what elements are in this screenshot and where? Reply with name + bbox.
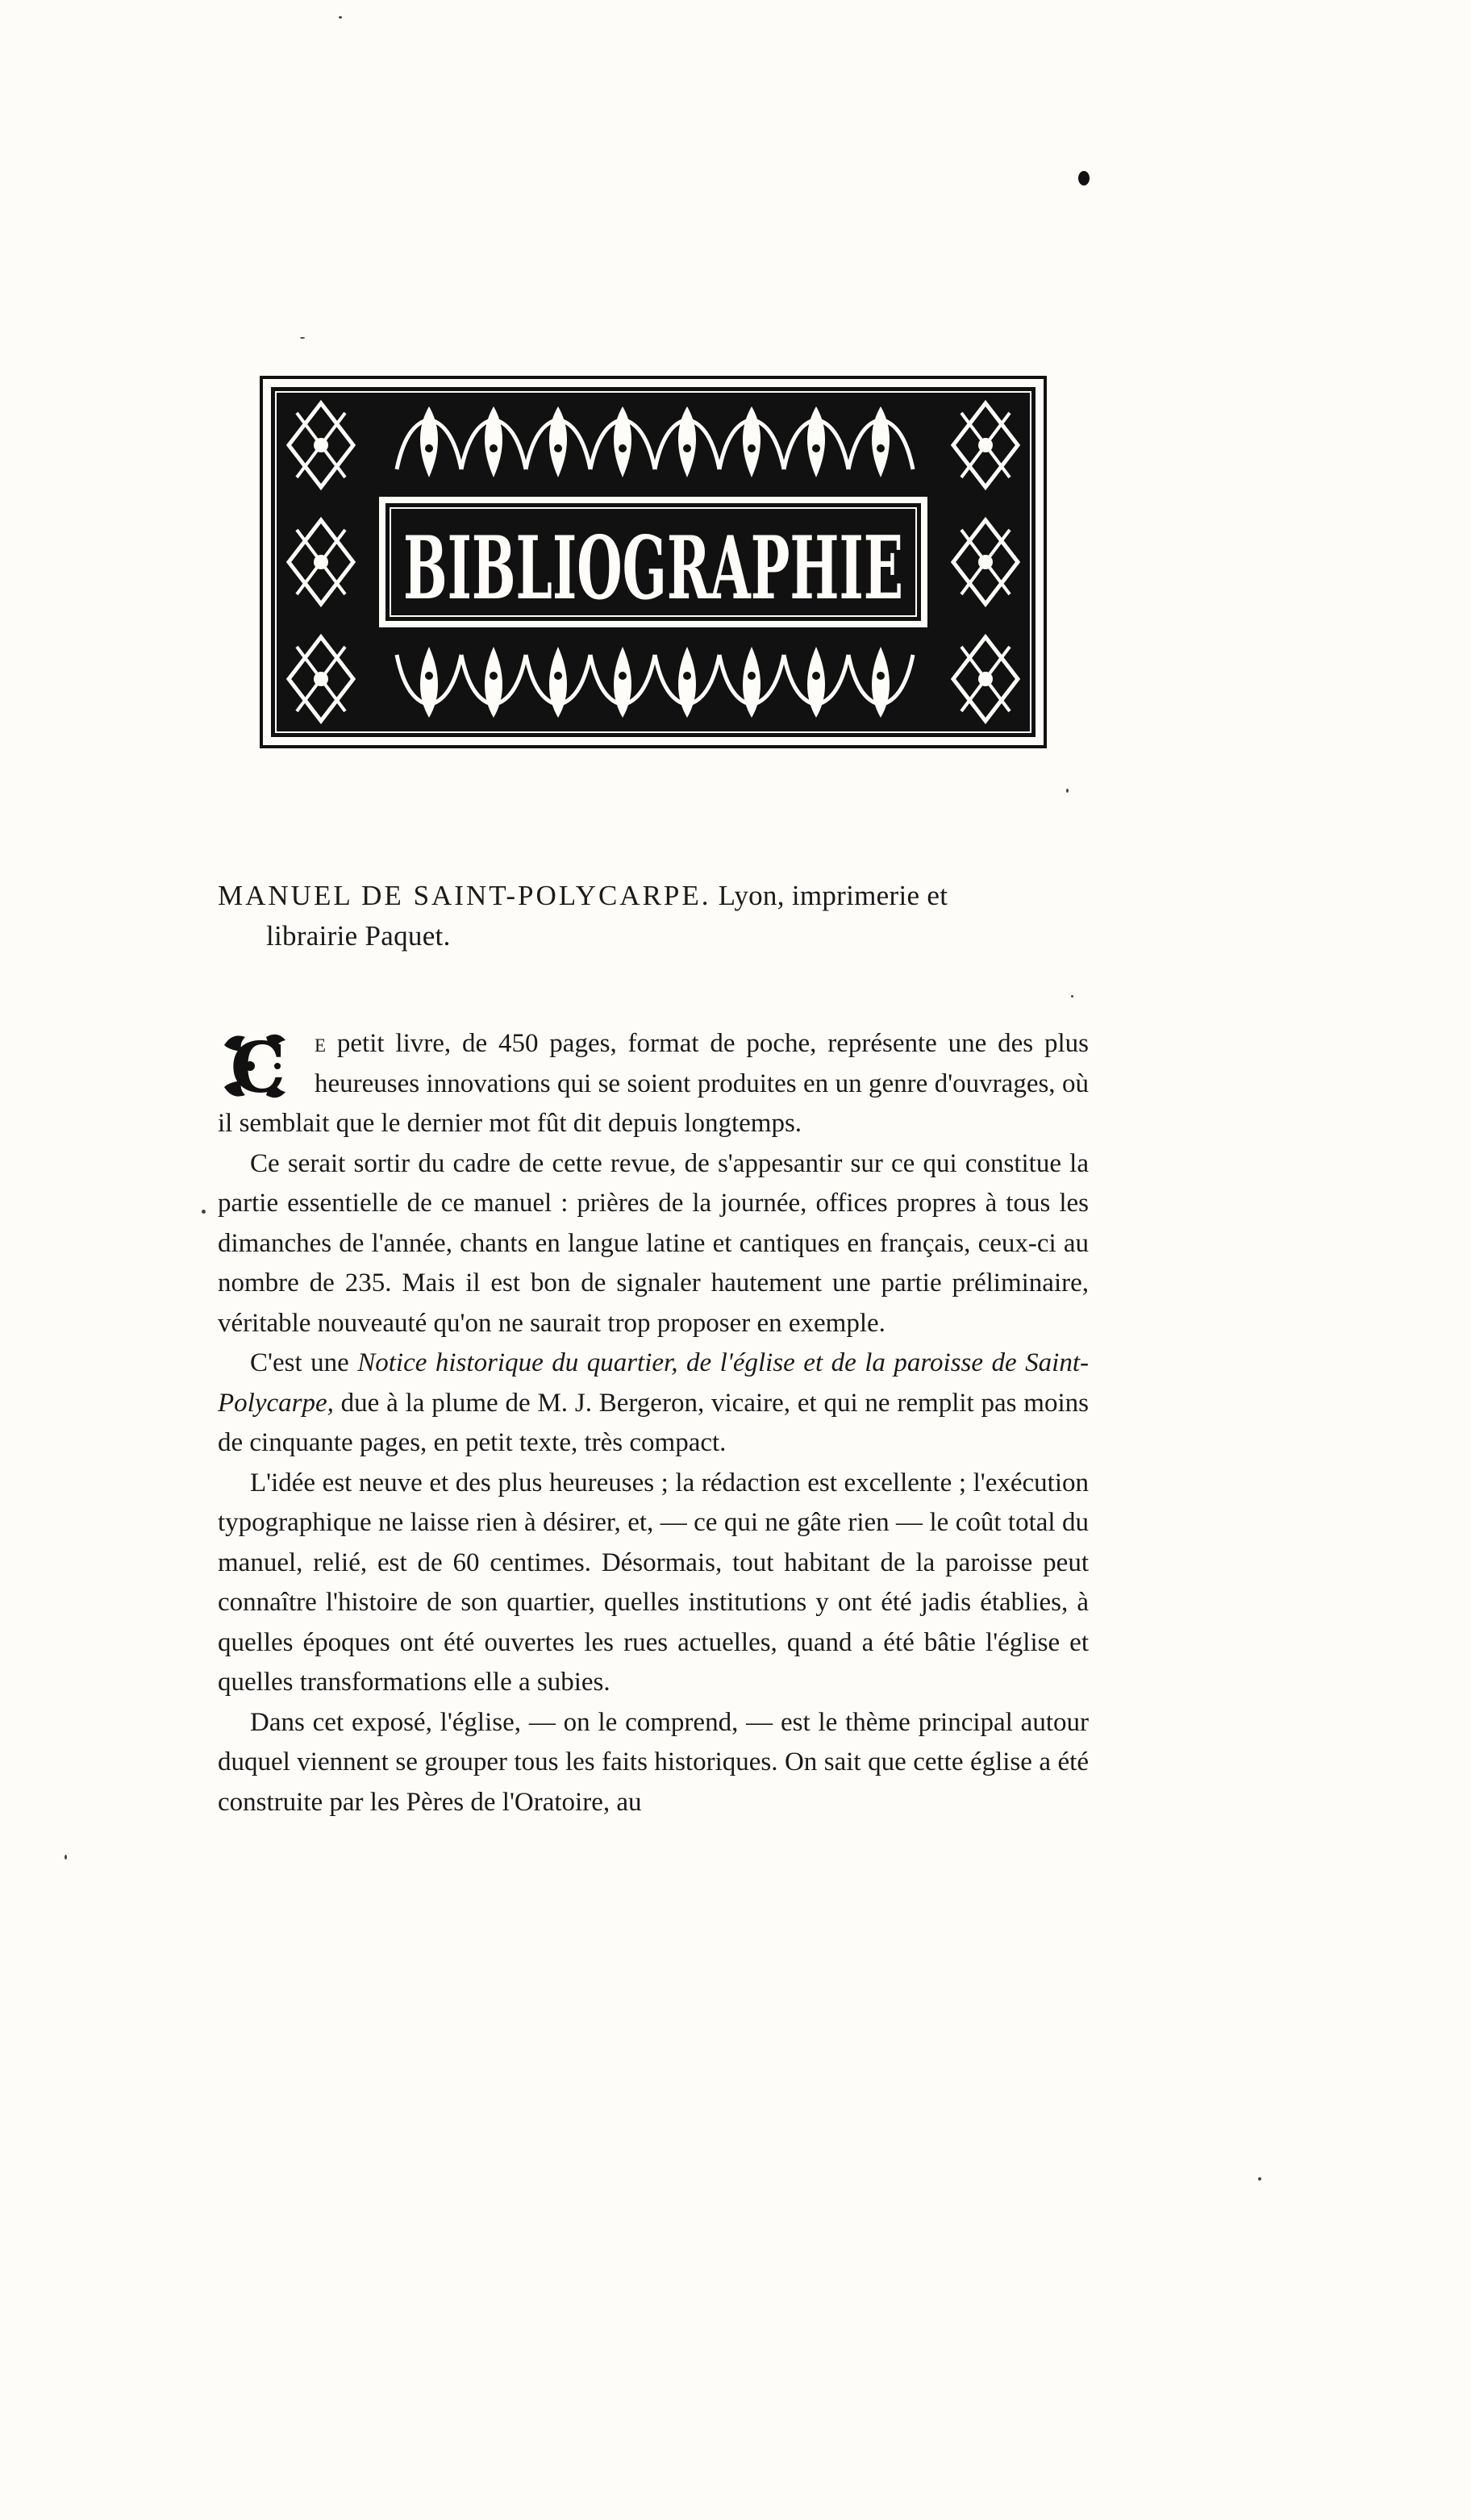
leaf-dot <box>877 672 885 680</box>
paragraph-5: Dans cet exposé, l'église, — on le comprend, — est le thème principal autour duquel viennent se grouper tous les faits historiques. On sait que cette église a été construite par les Pères de l'Oratoire, au <box>218 1707 1089 1817</box>
leaf-dot <box>877 444 885 452</box>
paragraph-4: L'idée est neuve et des plus heureuses ; la rédaction est excellente ; l'exécution typographique ne laisse rien à désirer, et, — ce qui ne gâte rien — le coût total du manuel, relié, est de 60 centimes. Désormais, tout habitant de la paroisse peut connaître l'histoire de son quartier, quelles institutions y ont été jadis établies, à quelles époques ont été ouvertes les rues actuelles, quand a été bâtie l'église et quelles transformations elle a subies. <box>218 1468 1089 1697</box>
paragraph-3-lead: C'est une <box>250 1348 358 1377</box>
paragraph-2: Ce serait sortir du cadre de cette revue, de s'appesantir sur ce qui constitue la partie essentielle de ce manuel : prières de la journée, offices propres à tous les dimanches de l'année, chants en langue latine et cantiques en français, ceux-ci au nombre de 235. Mais il est bon de signaler hautement une partie préliminaire, véritable nouveauté qu'on ne saurait trop proposer en exemple. <box>218 1148 1089 1338</box>
leaf-dot <box>812 444 820 452</box>
paragraph-1-text: petit livre, de 450 pages, format de poche, représente une des plus heureuses innovations qui se soient produites en un genre d'ouvrages, où il semblait que le dernier mot fût dit depuis longtemps. <box>218 1029 1089 1138</box>
leaf-dot <box>425 672 433 680</box>
leaf-dot <box>619 444 627 452</box>
leaf-dot <box>748 444 756 452</box>
corner-center-dot <box>314 438 328 452</box>
leaf-dot <box>748 672 756 680</box>
paragraph-3-text: due à la plume de M. J. Bergeron, vicaire, et qui ne remplit pas moins de cinquante pages, en petit texte, très compact. <box>218 1388 1089 1457</box>
bibliographie-ornamental-banner <box>260 376 1047 748</box>
leaf-dot <box>619 672 627 680</box>
corner-center-dot <box>978 672 993 686</box>
publisher-info-line2: librairie Paquet. <box>266 920 451 952</box>
leaf-dot <box>812 672 820 680</box>
corner-center-dot <box>978 555 993 569</box>
leaf-dot <box>683 444 691 452</box>
ink-dot <box>1078 171 1090 185</box>
leaf-dot <box>554 444 562 452</box>
leaf-dot <box>425 444 433 452</box>
leaf-dot <box>490 444 498 452</box>
book-title: MANUEL DE SAINT-POLYCARPE. <box>218 880 711 911</box>
leaf-dot <box>554 672 562 680</box>
article-heading <box>218 876 1097 956</box>
paragraph-1 <box>218 1024 1089 1144</box>
banner-title: BIBLIOGRAPHIE <box>403 518 903 619</box>
paragraph-3 <box>218 1343 1089 1464</box>
corner-center-dot <box>978 438 993 452</box>
decorated-dropcap <box>218 1027 306 1109</box>
dropcap-letter: C <box>230 1027 286 1109</box>
leaf-dot <box>490 672 498 680</box>
paragraph-1-lead: e <box>315 1029 327 1058</box>
corner-center-dot <box>314 555 328 569</box>
notice-title: Notice historique du quartier, de l'église et de la paroisse de Saint-Polycarpe, <box>218 1348 1089 1418</box>
corner-center-dot <box>314 672 328 686</box>
publisher-info: Lyon, imprimerie et <box>718 880 948 911</box>
leaf-dot <box>683 672 691 680</box>
article-body <box>218 1024 1089 1822</box>
